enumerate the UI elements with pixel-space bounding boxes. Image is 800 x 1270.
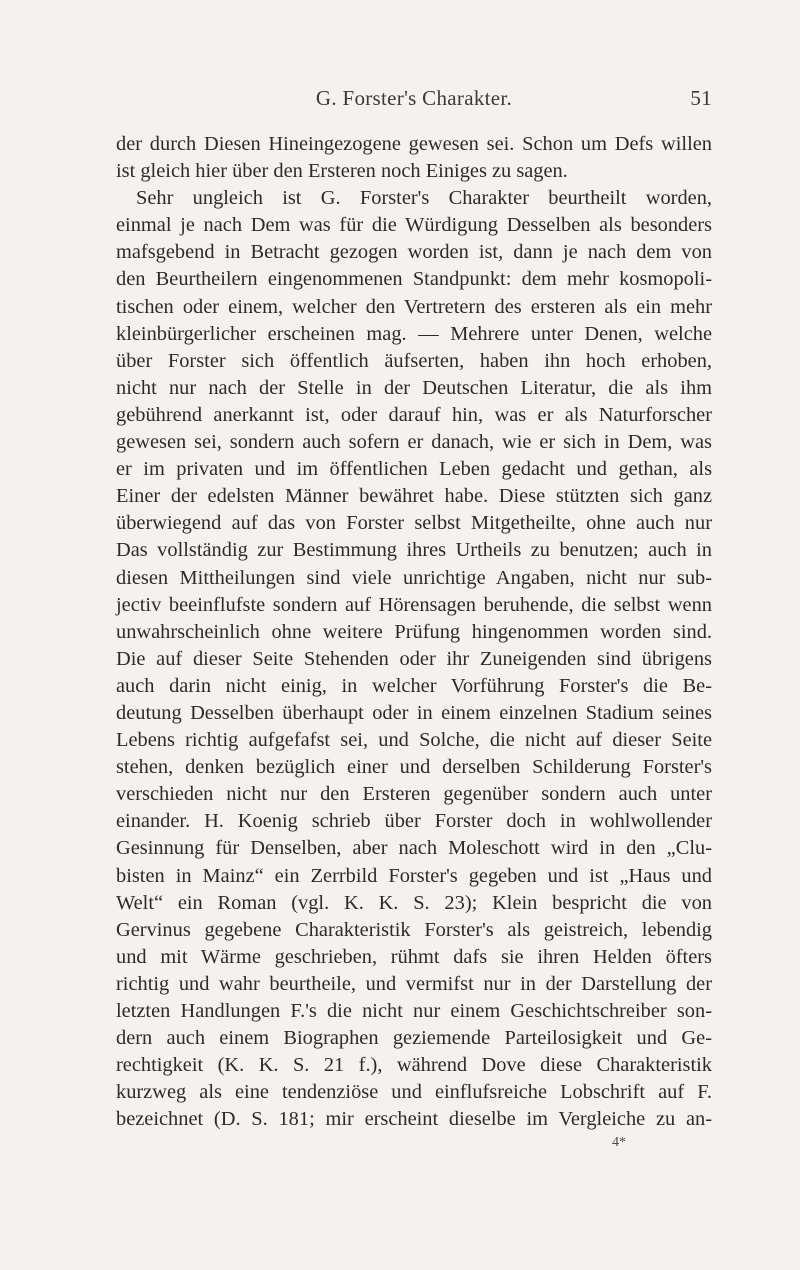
text-line: diesen Mittheilungen sind viele unrichtige Angaben, nicht nur sub- <box>116 566 712 589</box>
text-line: mafsgebend in Betracht gezogen worden ist, dann je nach dem von <box>116 241 712 264</box>
text-line: kurzweg als eine tendenziöse und einflufsreiche Lobschrift auf F. <box>116 1081 712 1104</box>
text-line: Die auf dieser Seite Stehenden oder ihr Zuneigenden sind übrigens <box>116 647 712 670</box>
signature-mark: 4* <box>612 1135 626 1150</box>
text-line: überwiegend auf das von Forster selbst Mitgetheilte, ohne auch nur <box>116 512 712 535</box>
text-line: über Forster sich öffentlich äufserten, haben ihn hoch erhoben, <box>116 349 712 372</box>
text-line: Welt“ ein Roman (vgl. K. K. S. 23); Klein bespricht die von <box>116 891 712 914</box>
text-line: Einer der edelsten Männer bewähret habe. Diese stützten sich ganz <box>116 485 712 508</box>
text-line: Das vollständig zur Bestimmung ihres Urtheils zu benutzen; auch in <box>116 539 712 562</box>
text-line: Gervinus gegebene Charakteristik Forster's als geistreich, lebendig <box>116 918 712 941</box>
text-line: auch darin nicht einig, in welcher Vorführung Forster's die Be- <box>116 674 712 697</box>
text-line: und mit Wärme geschrieben, rühmt dafs sie ihren Helden öfters <box>116 945 712 968</box>
text-line: stehen, denken bezüglich einer und derselben Schilderung Forster's <box>116 756 712 779</box>
text-line: deutung Desselben überhaupt oder in einem einzelnen Stadium seines <box>116 701 712 724</box>
text-line: Gesinnung für Denselben, aber nach Moleschott wird in den „Clu- <box>116 837 712 860</box>
text-line: Sehr ungleich ist G. Forster's Charakter beurtheilt worden, <box>136 187 712 210</box>
body-text <box>116 131 712 1133</box>
text-line: jectiv beeinflufste sondern auf Hörensagen beruhende, die selbst wenn <box>116 593 712 616</box>
text-line: ist gleich hier über den Ersteren noch Einiges zu sagen. <box>116 160 568 183</box>
running-head: G. Forster's Charakter. <box>315 86 513 110</box>
page-header <box>116 86 712 116</box>
text-line: dern auch einem Biographen geziemende Parteilosigkeit und Ge- <box>116 1027 712 1050</box>
text-line: einmal je nach Dem was für die Würdigung Desselben als besonders <box>116 214 712 237</box>
text-line: bezeichnet (D. S. 181; mir erscheint dieselbe im Vergleiche zu an- <box>116 1108 712 1131</box>
text-line: kleinbürgerlicher erscheinen mag. — Mehrere unter Denen, welche <box>116 322 712 345</box>
text-line: der durch Diesen Hineingezogene gewesen sei. Schon um Defs willen <box>116 133 712 155</box>
text-line: gewesen sei, sondern auch sofern er danach, wie er sich in Dem, was <box>116 431 712 454</box>
text-line: er im privaten und im öffentlichen Leben gedacht und gethan, als <box>116 458 712 481</box>
text-line: Lebens richtig aufgefafst sei, und Solche, die nicht auf dieser Seite <box>116 729 712 752</box>
text-line: den Beurtheilern eingenommenen Standpunkt: dem mehr kosmopoli- <box>116 268 712 291</box>
page-number: 51 <box>690 86 712 110</box>
text-line: bisten in Mainz“ ein Zerrbild Forster's gegeben und ist „Haus und <box>116 864 712 887</box>
text-line: rechtigkeit (K. K. S. 21 f.), während Dove diese Charakteristik <box>116 1054 712 1077</box>
text-line: nicht nur nach der Stelle in der Deutschen Literatur, die als ihm <box>116 376 712 399</box>
text-line: letzten Handlungen F.'s die nicht nur einem Geschichtschreiber son- <box>116 1000 712 1022</box>
text-line: unwahrscheinlich ohne weitere Prüfung hingenommen worden sind. <box>116 620 712 643</box>
text-line: gebührend anerkannt ist, oder darauf hin, was er als Naturforscher <box>116 403 712 426</box>
text-line: einander. H. Koenig schrieb über Forster doch in wohlwollender <box>116 810 712 833</box>
text-line: richtig und wahr beurtheile, und vermifst nur in der Darstellung der <box>116 972 712 995</box>
text-line: tischen oder einem, welcher den Vertretern des ersteren als ein mehr <box>116 295 712 318</box>
text-line: verschieden nicht nur den Ersteren gegenüber sondern auch unter <box>116 783 712 806</box>
